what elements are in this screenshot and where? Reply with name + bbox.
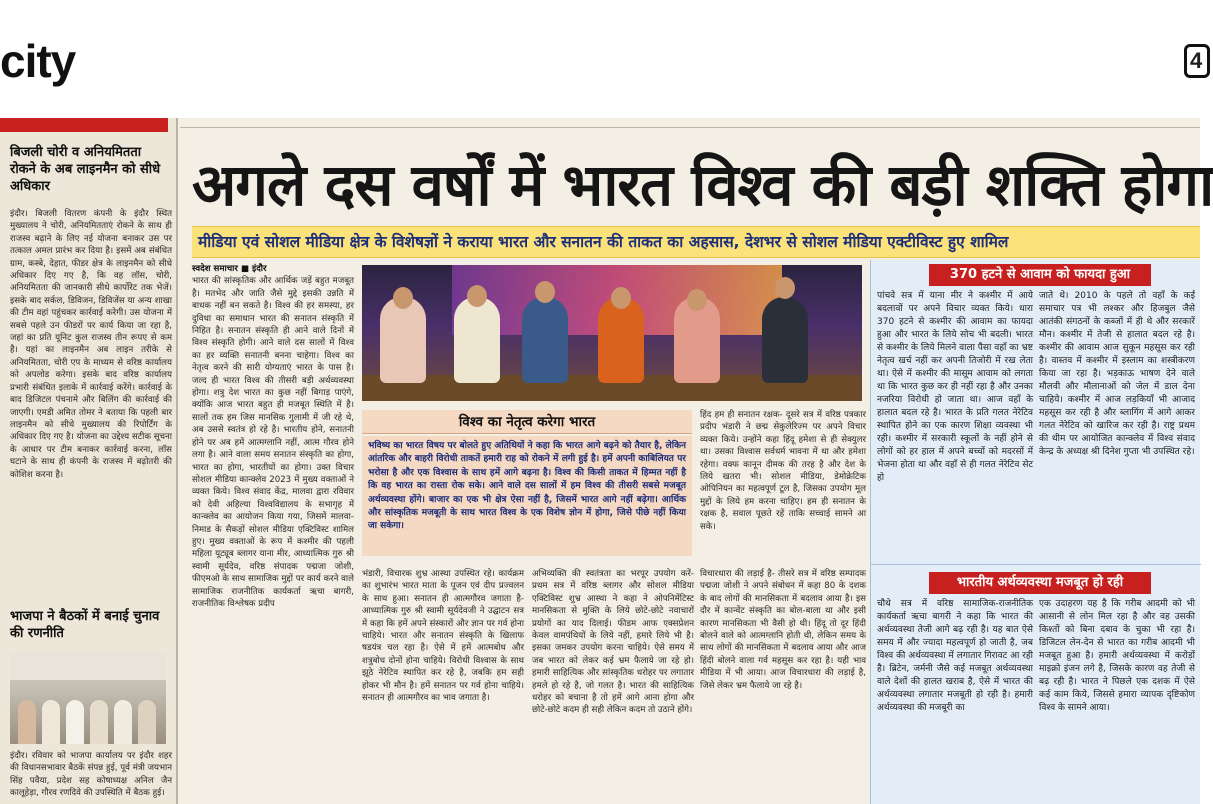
speaker-figure (762, 297, 808, 383)
article-text: भारत की सांस्कृतिक और आर्थिक जड़ें बहुत मजबूत है। मतभेद और जाति जैसे मुद्दे इसकी उन्नति में बाधक नहीं बन सकते है। विश्व की हर समस्या, हर दुविधा का समाधान भारत की सनातन संस्कृति में निहित है। सनातन संस्कृति ही आने वाले दिनों में विश्व संस्कृति होगी। आने वाले दस सालों में विश्व का हर व्यक्ति सनातनी बनना चाहेगा। विश्व का नेतृत्व करने की सारी योग्यताएं भारत के पास है। जल्द ही भारत विश्व की तीसरी बड़ी अर्थव्यवस्था होगा। शत्रु देश भारत का कुछ नहीं बिगाड़ पाएंगे, क्योंकि आज भारत बहुत ही मजबूत स्थिति में है। सालों तक हम जिस मानसिक गुलामी में जी रहे थे, अब उससे स्वतंत्र हो रहे है। भारतीय होने, सनातनी होने पर अब हमें आत्मग्लानि नहीं, आत्म गौरव होने लगा है। आने वाला समय सनातन संस्कृति का होगा, भारत का होगा, भारतीयों का होगा। उक्त विचार सोशल मीडिया कान्क्लेव 2023 में मुख्य वक्ताओं ने व्यक्त किये। विश्व संवाद केंद्र, मालवा द्वारा रविवार को देवी अहिल्या विश्वविद्यालय के सभागृह में कान्क्लेव का आयोजन किया गया, जिसमें मालवा-निमाड के सैकड़ों सोशल मीडिया एक्टिविस्ट शामिल हुए। मुख्य वक्ताओं के रूप में कश्मीर की पहली महिला यूट्यूब ब्लागर याना मीर, आध्यात्मिक गुरु श्री स्वामी सूर्यदेव, वरिष्ठ संपादक पद्मजा जोशी, फीएमओ के साथ सामाजिक मुद्दों पर कार्य करने वाले सामाजिक राजनीतिक कार्यकर्ता ऋचा बागरी, राजनीतिक विश्लेषक प्रदीप (192, 276, 354, 609)
dateline: स्वदेश समाचार ■ इंदौर (192, 264, 267, 274)
speaker-head (611, 287, 631, 309)
sidebar-box (870, 260, 1200, 804)
article-column-3b: विचारधारा की लड़ाई है- तीसरे सत्र में वरिष्ठ सम्पादक पद्मजा जोशी ने अपने संबोधन में कहा 80 के दशक के बाद लोगों की मानसिकता में बदलाव आया है। इस दौर में कान्वेंट संस्कृति का बोल-बाला था और इसी कारण मानसिकता भी वैसी हो थी। हिंदू तो दूर हिंदी बोलने वाले को आत्मग्लानि होती थी, लेकिन समय के साथ लोगों की मानसिकता में बदलाव आया और आज हिंदी बोलने वाला गर्व महसूस कर रहा है। यही भाव मीडिया में भी आया। आज विचारधारा की लड़ाई है, जिसे लेकर भ्रम फैलाये जा रहे है। (700, 569, 866, 691)
box-text-2a: चौथे सत्र में वरिष्ठ सामाजिक-राजनीतिक कार्यकर्ता ऋचा बागरी ने कहा कि भारत की अर्थव्यवस्था तेजी आगे बढ़ रही है। यह बात ऐसे समय में और ज्यादा महत्वपूर्ण हो जाती है, जब विश्व की अर्थव्यवस्था में लगातार गिरावट आ रही है। ब्रिटेन, जर्मनी जैसे कई मजबूत अर्थव्यवस्था वाले देशों की हालत खराब है, ऐसे में भारत की अर्थव्यवस्था लगातार मजबूती हो रही है। हमारी अर्थव्यवस्था की मजबूरी का (877, 599, 1033, 713)
speaker-head (467, 285, 487, 307)
photo-person (42, 700, 60, 744)
article-column-1 (192, 263, 354, 804)
highlight-box-title (362, 410, 692, 434)
speaker-figure (380, 297, 426, 383)
box-title-370: 370 हटने से आवाम को फायदा हुआ (929, 264, 1151, 286)
left-story1-title: बिजली चोरी व अनियमितता रोकने के अब लाइनमैन को सीधे अधिकार (10, 145, 161, 194)
section-tab (0, 118, 168, 132)
speaker-head (393, 287, 413, 309)
speaker-head (687, 289, 707, 311)
box-text-2b: एक उदाहरण यह है कि गरीब आदमी को भी आसानी से लोन मिल रहा है और वह उसकी किश्तों को बिना दबाव के चुका भी रहा है। डिजिटल लेन-देन से भारत का गरीब आदमी भी मजबूत हुआ है। हमारी अर्थव्यवस्था में करोड़ों माइक्रो इंजन लगे है, जिसके कारण वह तेजी से बढ़ रही है। भारत ने पिछले एक दशक में ऐसे कई काम किये, जिससे हमारा व्यापक दृष्टिकोण विश्व के सामने आया। (1039, 599, 1195, 713)
box-text-1b: जाते थे। 2010 के पहले तो वहाँ के कई समाचार पत्र भी लश्कर और हिजबुल जैसे आतंकी संगठनों के कब्जों में ही थे और सरकारें मौन। कश्मीर में तेजी से हालात बदल रहे है। कश्मीर की आवाम आज सुकून महसूस कर रही है। वास्तव में कश्मीर में इस्लाम का शस्त्रीकरण किया जा रहा है। भड़काऊ भाषण देने वाले मौलवी और मौलानाओं को जेल में डाल देना चाहिये। कश्मीर में आज लड़कियाँ भी आजाद महसूस कर रही है और ब्लागिंग में आगे आकर गलत नेरेटिव को खारिज कर रही है। राष्ट्र प्रथम की थीम पर आयोजित कान्क्लेव में विश्व संवाद केन्द्र के अध्यक्ष श्री दिनेश गुप्ता भी उपस्थित रहे। (1039, 291, 1195, 457)
speaker-figure (454, 297, 500, 383)
article-column-3: हिंद हम ही सनातन रक्षक- दूसरे सत्र में वरिष्ठ पत्रकार प्रदीप भंडारी ने छद्म सेकुलेरिज्म पर अपने विचार व्यक्त किये। उन्होंने कहा हिंदू हमेशा से ही सेक्युलर था। उसका विश्वास सर्वधर्म भावना में था और हमेशा रहेगा। वक्फ कानून दीमक की तरह है और देश के लिये खतरा भी। सोशल मीडिया, डेमोक्रेटिक ओपिनियन का महत्वपूर्ण टूल है, जिसका उपयोग मूल मुद्दों के लिये हम करना चाहिए। हम ही सनातन के रक्षक है, सवाल पूछते रहें ताकि सच्चाई सामने आ सके। (700, 410, 866, 532)
box-text-1a: पांचवे सत्र में याना मीर ने कश्मीर में आये बदलावों पर अपने विचार व्यक्त किये। धारा 370 हटने से कश्मीर की आवाम का फायदा हुआ और भारत के लिये सोच भी बदली। भारत से कश्मीर के लिये मिलने वाला पैसा वहाँ का भ्रष्ट नेतृत्व खर्च नहीं कर अपनी तिजोरी में रख लेता था। ऐसे में कश्मीर की मासूम आवाम को लगता था कि भारत कुछ कर ही नहीं रहा है और उनका नजरिया विरोधी हो जाता था। आज वहाँ के हालात बदल रहे है। भारत के प्रति गलत नेरेटिव स्थापित होने का एक कारण शिक्षा व्यवस्था भी रही। कश्मीर में सरकारी स्कूलों के नहीं होने से लोगों को हर हाल में अपने बच्चों को मदरसों में भेजना होता था और वहाँ से ही गलत नेरेटिव सेट हो (877, 291, 1033, 483)
app-brand[interactable]: city (0, 35, 76, 87)
left-column (0, 118, 178, 804)
newspaper-page (0, 118, 1213, 804)
box-divider (871, 564, 1201, 565)
main-headline: अगले दस वर्षों में भारत विश्व की बड़ी शक्ति होगा (192, 151, 1213, 219)
speaker-head (535, 281, 555, 303)
subheadline: मीडिया एवं सोशल मीडिया क्षेत्र के विशेषज्ञों ने कराया भारत और सनातन की ताकत का अहसास, देशभर से सोशल मीडिया एक्टीविस्ट हुए शामिल (198, 233, 1009, 251)
speaker-figure (522, 297, 568, 383)
left-story2-body: इंदौर। रविवार को भाजपा कार्यालय पर इंदौर शहर की विधानसभावार बैठकें संपन्न हुई, पूर्व मंत्री जयभान सिंह पवैया, प्रदेश सह कोषाध्यक्ष अनिल जैन कालूहेड़ा, गौरव रणदिवे की उपस्थिति में बैठक हुई। (10, 751, 172, 799)
article-column-2a: भंडारी, विचारक शुभ्र आस्था उपस्थित रहे। कार्यक्रम का शुभारंभ भारत माता के पूजन एवं दीप प्रज्वलन के साथ हुआ। सनातन ही आत्मगौरव जगाता है- आध्यात्मिक गुरु श्री स्वामी सूर्यदेवजी ने उद्घाटन सत्र में कहा कि हमें अपने संस्कारों और ज्ञान पर गर्व होना चाहिये। भारत और सनातन संस्कृति के खिलाफ षडयंत्र चल रहा है। ऐसे में हमें आत्मबोध और शत्रुबोध दोनों होना चाहिये। विरोधी विश्वास के साथ झूठे नेरेटिव स्थापित कर रहे है, जबकि हम सही होकर भी मौन है। हमें सनातन पर गर्व होना चाहिये। सनातन ही आत्मगौरव का भाव जगाता है। (362, 569, 524, 704)
highlight-box-text: भविष्य का भारत विषय पर बोलते हुए अतिथियों ने कहा कि भारत आगे बढ़ने को तैयार है, लेकिन आंतरिक और बाहरी विरोधी ताकतें हमारी राह को रोकने में लगी हुई है। हमें अपनी काबिलियत पर भरोसा है और एक विश्वास के साथ हमें आगे बढ़ना है। विश्व की किसी ताकत में हिम्मत नहीं है कि वह भारत का रास्ता रोक सके। आने वाले दस सालों में हम विश्व की तीसरी सबसे मजबूत अर्थव्यवस्था होंगे। बाजार का एक भी क्षेत्र ऐसा नहीं है, जिसमें भारत आगे नहीं बढ़ेगा। आर्थिक और सांस्कृतिक मजबूती के साथ भारत विश्व के एक विशेष ज्ञोन में होगा, जिसे पीछे नहीं किया जा सकेगा। (362, 436, 692, 556)
photo-banner (10, 652, 166, 680)
box-title-economy: भारतीय अर्थव्यवस्था मजबूत हो रही (929, 572, 1151, 594)
subheadline-bar (192, 226, 1200, 258)
highlight-title-text: विश्व का नेतृत्व करेगा भारत (458, 414, 596, 430)
photo-person (66, 700, 84, 744)
speaker-head (775, 277, 795, 299)
left-story2-photo (10, 652, 166, 744)
tab-count-icon[interactable]: 4 (1184, 44, 1210, 78)
app-header (0, 0, 1203, 118)
left-story2-title: भाजपा ने बैठकों में बनाई चुनाव की रणनीति (10, 609, 160, 641)
article-column-2b: अभिव्यक्ति की स्वतंत्रता का भरपूर उपयोग करें- प्रथम सत्र में वरिष्ठ ब्लागर और सोशल मीडिया एक्टिविस्ट शुभ्र आस्था ने कहा ने ओपनिमेंटिस्ट मानसिकता से मुक्ति के लिये छोटे-छोटे नवाचारों प्रयोगों का याद दिलाई। फीडम आफ एक्सप्रेशन केवल वामपंथियों के लिये नहीं, हमारे लिये भी है। इसका जमकर उपयोग करना चाहिये। ऐसे समय में जब भारत को लेकर कई भ्रम फैलाये जा रहे हो। हमारी साहित्यिक और सांस्कृतिक धरोहर पर लगातार हमले हो रहे है, जो गलत है। भारत की साहित्यिक धरोहर को बचाना है तो हमें आगे आना होगा और छोटे-छोटे कदम ही सही लेकिन कदम तो उठाने होंगे। (532, 569, 694, 716)
photo-person (138, 700, 156, 744)
page-top-rule (180, 118, 1200, 128)
left-story1-body: इंदौर। बिजली वितरण कंपनी के इंदौर स्थित मुख्यालय ने चोरी, अनियमितताएं रोकने के साथ ही राजस्व बढ़ाने के लिए नई योजना बनाकर उस पर तत्काल अमल प्रारंभ कर दिया है। इसमें अब संबंधित ग्राम, कस्बे, देहात, फीडर क्षेत्र के लाइनमैन को सीधे अधिकार दिए गए है, कि वह लॉस, चोरी, अनियमितता की जानकारी सीधे कार्पोरेट तक भेजें। इसके बाद सर्कल, डिविजन, डिविजेंस या अन्य शाखा की टीम वहां पहुंचकर कार्रवाई करेगी। उस योजना में सबसे पहले उन फीडरों पर कार्य किया जा रहा है, जहां का प्रति यूनिट कुल राजस्व तीन रूपए से कम है। यहां का लाइनमैन अब लाइन तरीके से अनियमितता, चोरी एप के माध्यम से वरिष्ठ कार्यालय को अपलोड करेगा। इसके बाद वरिष्ठ कार्यालय प्रभारी संबंधित इलाके में कार्रवाई करेंगे। कार्रवाई के बाद डिजिटल पंचनामे और बिलिंग की कार्रवाई की जाएगी। एमडी अमित तोमर ने बताया कि पहली बार लाइनमैन को सीधे मुख्यालय की रिपोर्टिंग के अधिकार दिए गए है। योजना का उद्देश्य सटीक सूचना के आधार पर टीम बनाकर कार्रवाई करना, लॉस घटाने के साथ ही कंपनी के राजस्व में बढ़ोतरी की कोशिश करना है। (10, 209, 172, 480)
photo-person (114, 700, 132, 744)
photo-person (90, 700, 108, 744)
speaker-figure (598, 297, 644, 383)
event-photo (362, 265, 862, 401)
photo-person (18, 700, 36, 744)
